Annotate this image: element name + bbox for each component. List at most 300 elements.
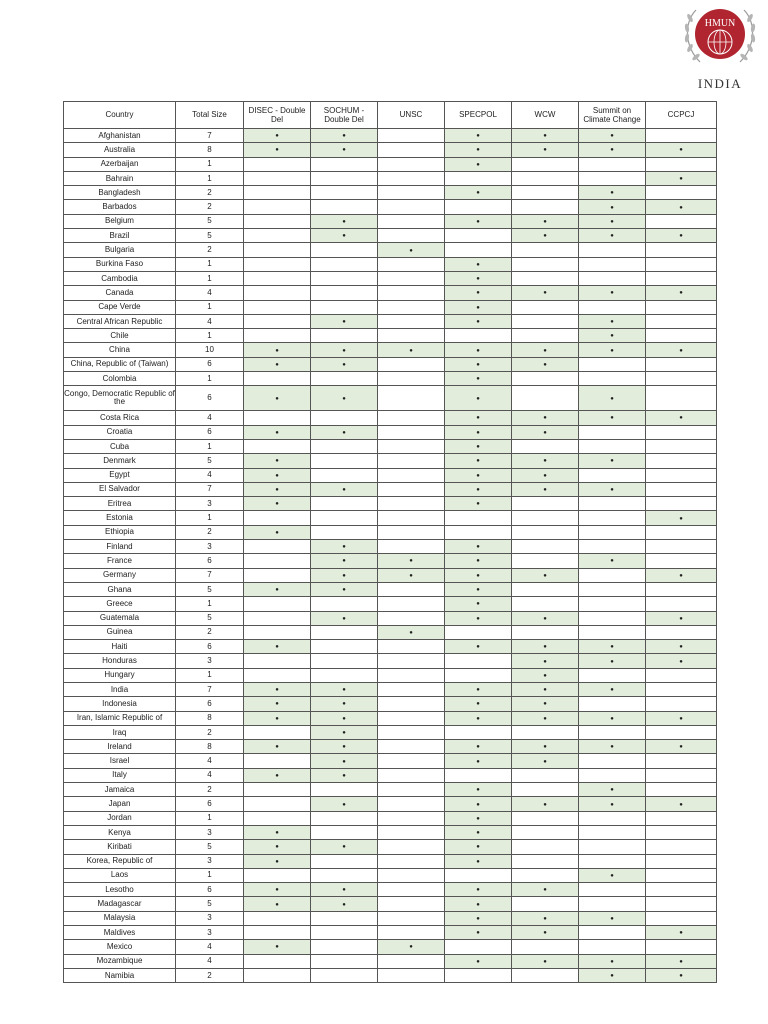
bullet-icon (679, 613, 683, 622)
committee-cell (646, 811, 717, 825)
total-size-cell: 2 (176, 783, 244, 797)
committee-cell (445, 783, 512, 797)
committee-cell (646, 271, 717, 285)
bullet-icon (476, 345, 480, 354)
committee-cell (445, 883, 512, 897)
bullet-icon (275, 698, 279, 707)
committee-cell (646, 482, 717, 496)
bullet-icon (610, 130, 614, 139)
committee-cell (512, 314, 579, 328)
table-row (64, 329, 717, 343)
total-size-cell: 8 (176, 740, 244, 754)
committee-cell (244, 468, 311, 482)
committee-cell (445, 257, 512, 271)
committee-cell (244, 640, 311, 654)
country-cell: Azerbaijan (64, 157, 176, 171)
committee-cell (579, 611, 646, 625)
committee-cell (244, 797, 311, 811)
table-row (64, 811, 717, 825)
table-row (64, 286, 717, 300)
total-size-cell: 1 (176, 668, 244, 682)
committee-cell (445, 711, 512, 725)
total-size-cell: 1 (176, 439, 244, 453)
total-size-cell: 2 (176, 525, 244, 539)
bullet-icon (476, 570, 480, 579)
table-row (64, 883, 717, 897)
committee-cell (646, 654, 717, 668)
total-size-cell: 3 (176, 825, 244, 839)
committee-cell (244, 482, 311, 496)
bullet-icon (610, 484, 614, 493)
committee-cell (646, 582, 717, 596)
committee-cell (512, 357, 579, 371)
total-size-cell: 3 (176, 926, 244, 940)
committee-cell (378, 372, 445, 386)
committee-cell (646, 157, 717, 171)
bullet-icon (476, 884, 480, 893)
committee-cell (244, 257, 311, 271)
committee-cell (311, 214, 378, 228)
table-row (64, 754, 717, 768)
table-row (64, 243, 717, 257)
committee-cell (646, 439, 717, 453)
committee-cell (579, 697, 646, 711)
table-row (64, 968, 717, 982)
committee-cell (445, 454, 512, 468)
bullet-icon (476, 741, 480, 750)
committee-cell (512, 783, 579, 797)
committee-cell (244, 357, 311, 371)
bullet-icon (476, 130, 480, 139)
committee-cell (512, 768, 579, 782)
committee-cell (244, 911, 311, 925)
total-size-cell: 8 (176, 143, 244, 157)
committee-cell (579, 497, 646, 511)
committee-cell (311, 300, 378, 314)
bullet-icon (342, 216, 346, 225)
committee-cell (579, 854, 646, 868)
committee-cell (244, 439, 311, 453)
committee-cell (311, 668, 378, 682)
country-cell: Congo, Democratic Republic of the (64, 386, 176, 411)
hmun-india-logo (676, 2, 768, 92)
committee-cell (512, 497, 579, 511)
committee-cell (445, 911, 512, 925)
table-row (64, 186, 717, 200)
total-size-cell: 1 (176, 171, 244, 185)
logo-caption: INDIA (697, 76, 743, 91)
country-cell: Guatemala (64, 611, 176, 625)
committee-cell (445, 357, 512, 371)
bullet-icon (543, 570, 547, 579)
committee-cell (244, 868, 311, 882)
committee-cell (579, 940, 646, 954)
committee-cell (646, 300, 717, 314)
committee-cell (579, 840, 646, 854)
committee-cell (445, 540, 512, 554)
committee-cell (579, 911, 646, 925)
committee-cell (646, 954, 717, 968)
committee-cell (378, 682, 445, 696)
bullet-icon (610, 316, 614, 325)
bullet-icon (342, 345, 346, 354)
committee-cell (311, 926, 378, 940)
committee-cell (512, 171, 579, 185)
bullet-icon (275, 584, 279, 593)
bullet-icon (342, 316, 346, 325)
committee-cell (244, 954, 311, 968)
committee-cell (646, 143, 717, 157)
committee-cell (646, 682, 717, 696)
committee-cell (445, 854, 512, 868)
committee-cell (311, 257, 378, 271)
committee-cell (579, 883, 646, 897)
committee-cell (579, 171, 646, 185)
committee-cell (579, 525, 646, 539)
committee-cell (512, 797, 579, 811)
column-header: UNSC (378, 102, 445, 129)
committee-cell (378, 286, 445, 300)
committee-cell (378, 454, 445, 468)
table-row (64, 372, 717, 386)
committee-cell (378, 157, 445, 171)
committee-cell (244, 271, 311, 285)
bullet-icon (342, 756, 346, 765)
bullet-icon (543, 756, 547, 765)
committee-cell (512, 854, 579, 868)
un-emblem-icon (676, 2, 764, 76)
committee-cell (378, 511, 445, 525)
country-cell: Estonia (64, 511, 176, 525)
committee-cell (646, 754, 717, 768)
bullet-icon (543, 230, 547, 239)
committee-cell (378, 926, 445, 940)
committee-cell (311, 511, 378, 525)
committee-cell (244, 725, 311, 739)
committee-cell (646, 697, 717, 711)
committee-cell (311, 883, 378, 897)
committee-cell (311, 171, 378, 185)
committee-cell (512, 271, 579, 285)
bullet-icon (543, 470, 547, 479)
logo-text: HMUN (704, 18, 736, 29)
committee-cell (579, 740, 646, 754)
committee-cell (244, 783, 311, 797)
column-header: SPECPOL (445, 102, 512, 129)
committee-cell (512, 454, 579, 468)
column-header: DISEC - Double Del (244, 102, 311, 129)
bullet-icon (476, 813, 480, 822)
bullet-icon (275, 741, 279, 750)
table-row (64, 200, 717, 214)
committee-cell (512, 883, 579, 897)
country-cell: Japan (64, 797, 176, 811)
committee-cell (445, 314, 512, 328)
committee-cell (579, 682, 646, 696)
bullet-icon (476, 641, 480, 650)
total-size-cell: 1 (176, 257, 244, 271)
table-row (64, 300, 717, 314)
committee-cell (579, 157, 646, 171)
committee-cell (445, 868, 512, 882)
country-cell: Jordan (64, 811, 176, 825)
bullet-icon (275, 884, 279, 893)
total-size-cell: 2 (176, 725, 244, 739)
committee-cell (311, 439, 378, 453)
committee-cell (311, 243, 378, 257)
table-row (64, 214, 717, 228)
committee-cell (646, 343, 717, 357)
committee-cell (445, 840, 512, 854)
bullet-icon (342, 698, 346, 707)
committee-cell (378, 271, 445, 285)
committee-cell (512, 611, 579, 625)
committee-cell (378, 129, 445, 143)
committee-cell (311, 271, 378, 285)
total-size-cell: 5 (176, 611, 244, 625)
country-cell: Denmark (64, 454, 176, 468)
committee-cell (244, 611, 311, 625)
bullet-icon (342, 841, 346, 850)
committee-cell (311, 754, 378, 768)
bullet-icon (610, 230, 614, 239)
committee-cell (445, 954, 512, 968)
table-row (64, 582, 717, 596)
committee-cell (378, 186, 445, 200)
country-cell: Honduras (64, 654, 176, 668)
committee-cell (311, 811, 378, 825)
committee-cell (646, 243, 717, 257)
committee-cell (579, 554, 646, 568)
table-row (64, 468, 717, 482)
committee-cell (378, 697, 445, 711)
committee-cell (378, 654, 445, 668)
committee-cell (512, 640, 579, 654)
committee-cell (579, 314, 646, 328)
bullet-icon (679, 287, 683, 296)
committee-cell (445, 825, 512, 839)
committee-cell (579, 343, 646, 357)
bullet-icon (275, 130, 279, 139)
column-header: Country (64, 102, 176, 129)
committee-cell (512, 582, 579, 596)
committee-cell (512, 214, 579, 228)
table-row (64, 911, 717, 925)
bullet-icon (543, 216, 547, 225)
country-cell: China, Republic of (Taiwan) (64, 357, 176, 371)
committee-cell (445, 725, 512, 739)
committee-cell (512, 868, 579, 882)
committee-cell (512, 229, 579, 243)
committee-cell (512, 157, 579, 171)
bullet-icon (409, 245, 413, 254)
committee-cell (445, 926, 512, 940)
committee-cell (378, 329, 445, 343)
bullet-icon (610, 799, 614, 808)
committee-cell (579, 568, 646, 582)
bullet-icon (610, 713, 614, 722)
table-row (64, 540, 717, 554)
country-cell: Colombia (64, 372, 176, 386)
bullet-icon (275, 498, 279, 507)
country-cell: Ethiopia (64, 525, 176, 539)
table-row (64, 940, 717, 954)
committee-cell (378, 897, 445, 911)
bullet-icon (342, 741, 346, 750)
bullet-icon (610, 345, 614, 354)
table-row (64, 740, 717, 754)
committee-cell (244, 200, 311, 214)
committee-cell (244, 171, 311, 185)
country-cell: Central African Republic (64, 314, 176, 328)
column-header: Summit on Climate Change (579, 102, 646, 129)
bullet-icon (342, 144, 346, 153)
bullet-icon (409, 627, 413, 636)
committee-cell (311, 425, 378, 439)
bullet-icon (342, 899, 346, 908)
committee-cell (579, 754, 646, 768)
table-row (64, 597, 717, 611)
bullet-icon (275, 470, 279, 479)
committee-cell (378, 554, 445, 568)
committee-cell (244, 229, 311, 243)
committee-cell (445, 439, 512, 453)
bullet-icon (476, 827, 480, 836)
total-size-cell: 5 (176, 582, 244, 596)
table-row (64, 129, 717, 143)
committee-cell (311, 329, 378, 343)
committee-cell (445, 214, 512, 228)
bullet-icon (610, 684, 614, 693)
committee-cell (646, 711, 717, 725)
committee-cell (311, 868, 378, 882)
total-size-cell: 3 (176, 540, 244, 554)
total-size-cell: 6 (176, 883, 244, 897)
committee-cell (646, 468, 717, 482)
country-cell: Bulgaria (64, 243, 176, 257)
committee-cell (311, 372, 378, 386)
total-size-cell: 6 (176, 797, 244, 811)
total-size-cell: 7 (176, 129, 244, 143)
committee-cell (646, 314, 717, 328)
committee-cell (512, 300, 579, 314)
bullet-icon (476, 899, 480, 908)
total-size-cell: 2 (176, 243, 244, 257)
column-header: SOCHUM - Double Del (311, 102, 378, 129)
bullet-icon (275, 393, 279, 402)
committee-cell (512, 200, 579, 214)
total-size-cell: 1 (176, 511, 244, 525)
committee-cell (646, 386, 717, 411)
committee-cell (579, 286, 646, 300)
committee-cell (378, 768, 445, 782)
committee-cell (378, 783, 445, 797)
bullet-icon (275, 484, 279, 493)
total-size-cell: 7 (176, 568, 244, 582)
committee-cell (646, 372, 717, 386)
committee-cell (378, 314, 445, 328)
committee-cell (512, 286, 579, 300)
committee-cell (244, 540, 311, 554)
total-size-cell: 7 (176, 482, 244, 496)
country-allocation-table (63, 101, 717, 983)
country-cell: Mexico (64, 940, 176, 954)
country-cell: Costa Rica (64, 411, 176, 425)
table-row (64, 668, 717, 682)
committee-cell (512, 968, 579, 982)
total-size-cell: 4 (176, 940, 244, 954)
committee-cell (378, 257, 445, 271)
total-size-cell: 4 (176, 768, 244, 782)
committee-cell (311, 157, 378, 171)
bullet-icon (476, 713, 480, 722)
committee-cell (244, 186, 311, 200)
committee-cell (579, 271, 646, 285)
committee-cell (445, 697, 512, 711)
bullet-icon (543, 741, 547, 750)
committee-cell (311, 682, 378, 696)
bullet-icon (476, 541, 480, 550)
total-size-cell: 2 (176, 186, 244, 200)
committee-cell (646, 625, 717, 639)
committee-cell (579, 654, 646, 668)
committee-cell (445, 611, 512, 625)
bullet-icon (543, 412, 547, 421)
committee-cell (646, 329, 717, 343)
bullet-icon (476, 427, 480, 436)
bullet-icon (543, 698, 547, 707)
committee-cell (579, 897, 646, 911)
committee-cell (244, 654, 311, 668)
total-size-cell: 4 (176, 286, 244, 300)
table-row (64, 954, 717, 968)
committee-cell (579, 300, 646, 314)
bullet-icon (342, 684, 346, 693)
committee-cell (512, 143, 579, 157)
bullet-icon (476, 159, 480, 168)
country-cell: Finland (64, 540, 176, 554)
committee-cell (512, 654, 579, 668)
committee-cell (646, 511, 717, 525)
bullet-icon (476, 698, 480, 707)
committee-cell (244, 129, 311, 143)
table-row (64, 439, 717, 453)
bullet-icon (275, 427, 279, 436)
bullet-icon (275, 455, 279, 464)
bullet-icon (342, 727, 346, 736)
committee-cell (445, 668, 512, 682)
table-row (64, 625, 717, 639)
bullet-icon (476, 756, 480, 765)
bullet-icon (476, 144, 480, 153)
committee-cell (244, 940, 311, 954)
committee-cell (244, 525, 311, 539)
committee-cell (311, 897, 378, 911)
committee-cell (512, 257, 579, 271)
bullet-icon (610, 330, 614, 339)
bullet-icon (679, 412, 683, 421)
total-size-cell: 1 (176, 372, 244, 386)
committee-cell (311, 854, 378, 868)
committee-cell (445, 343, 512, 357)
bullet-icon (275, 359, 279, 368)
country-cell: Israel (64, 754, 176, 768)
committee-cell (244, 568, 311, 582)
committee-cell (646, 357, 717, 371)
committee-cell (579, 926, 646, 940)
bullet-icon (476, 555, 480, 564)
bullet-icon (679, 741, 683, 750)
